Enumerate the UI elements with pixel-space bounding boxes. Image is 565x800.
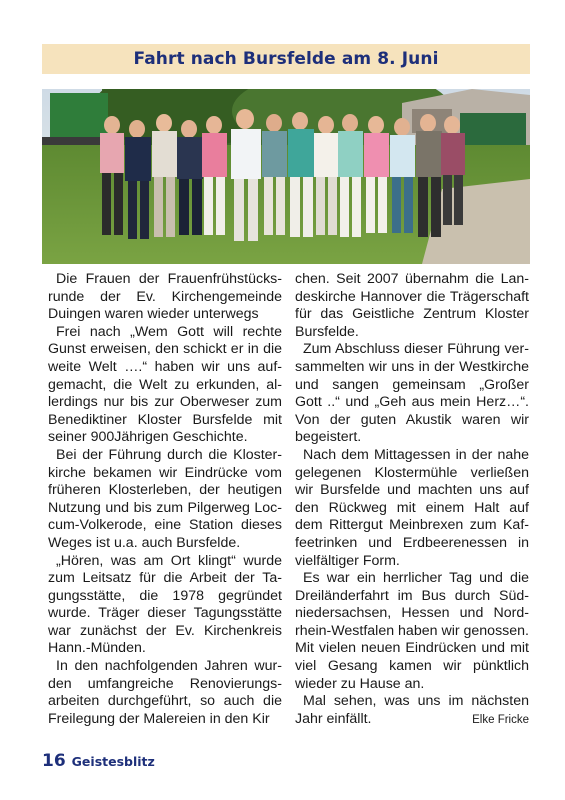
page-footer — [42, 751, 155, 771]
article-column-left — [48, 271, 282, 728]
article-column-right — [295, 271, 529, 729]
page-number: 16 — [42, 751, 66, 771]
paragraph: Zum Abschluss dieser Führung versammelten wir uns in der Westkirche und sangen gemeinsam „Großer Gott ..“ und „Geh aus mein Herz…“. Von der guten Akustik waren wir begeistert. — [295, 341, 529, 446]
magazine-name: Geistesblitz — [71, 754, 155, 769]
paragraph: Frei nach „Wem Gott will rechte Gunst erweisen, den schickt er in die weite Welt ….“ haben wir uns aufgemacht, die Welt zu erkunden, allerdings nur bis zur Oberweser zum Benediktiner Kloster Bursfelde mit seiner 900Jährigen Geschichte. — [48, 323, 282, 446]
closing-sentence: Mal sehen, was uns im nächsten Jahr einfällt. — [295, 693, 529, 727]
article-title: Fahrt nach Bursfelde am 8. Juni — [133, 49, 439, 69]
title-band — [42, 44, 530, 74]
group-photo — [42, 89, 530, 264]
paragraph-last — [295, 693, 529, 728]
paragraph: Bei der Führung durch die Klosterkirche bekamen wir Eindrücke vom früheren Klosterleben, der heutigen Nutzung und bis zum Pilgerweg Loccum-Volkerode, eine Station dieses Weges ist u.a. auch Bursfelde. — [48, 446, 282, 551]
group-photo-image — [42, 89, 530, 264]
paragraph: Es war ein herrlicher Tag und die Dreiländerfahrt im Bus durch Südniedersachsen, Hessen und Nordrhein-Westfalen haben wir genossen. Mit vielen neuen Eindrücken und mit viel Gesang kamen wir pünktlich wieder zu Hause an. — [295, 570, 529, 692]
paragraph: Die Frauen der Frauenfrühstücksrunde der Ev. Kirchengemeinde Duingen waren wieder unterwegs — [48, 271, 282, 323]
paragraph: Nach dem Mittagessen in der nahe gelegenen Klostermühle verließen wir Bursfelde und machten uns auf den Rückweg mit einem Halt auf dem Rittergut Meinbrexen zum Kaffeetrinken und Erdbeerenessen in vielfältiger Form. — [295, 446, 529, 569]
paragraph: In den nachfolgenden Jahren wurden umfangreiche Renovierungsarbeiten durchgeführt, so auch die Freilegung der Malereien in den Kir — [48, 658, 282, 727]
paragraph: „Hören, was am Ort klingt“ wurde zum Leitsatz für die Arbeit der Tagungsstätte, die 1978 gegründet wurde. Träger dieser Tagungsstätte war zunächst der Ev. Kirchenkreis Hann.-Münden. — [48, 552, 282, 657]
author-name: Elke Fricke — [472, 713, 529, 726]
paragraph: chen. Seit 2007 übernahm die Landeskirche Hannover die Trägerschaft für das Geistliche Zentrum Kloster Bursfelde. — [295, 271, 529, 340]
